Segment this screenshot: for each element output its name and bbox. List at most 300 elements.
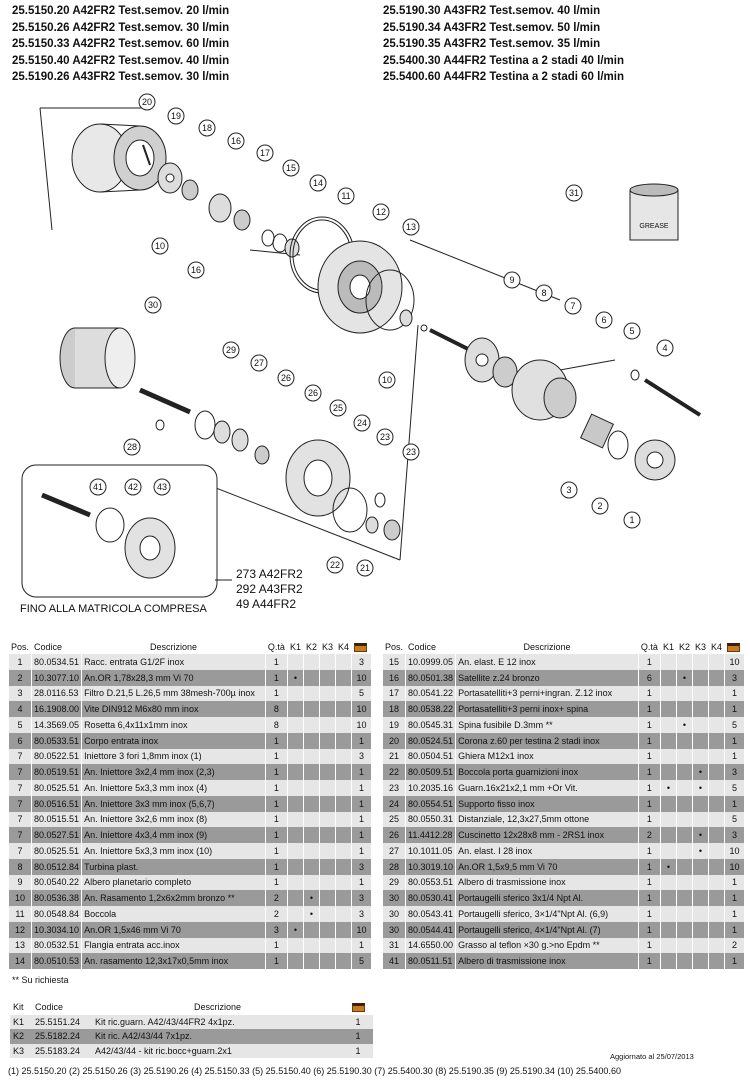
cell-pos: 14 bbox=[9, 953, 32, 969]
cell-pos: 7 bbox=[9, 780, 32, 796]
table-row bbox=[383, 890, 745, 906]
cell-pos: 19 bbox=[383, 717, 406, 733]
cell-code: 10.3077.10 bbox=[32, 670, 82, 686]
model-line: 25.5190.26 A43FR2 Test.semov. 30 l/min bbox=[12, 71, 230, 84]
cell-desc: Cuscinetto 12x28x8 mm - 2RS1 inox bbox=[456, 827, 639, 843]
cell-k3 bbox=[319, 733, 335, 749]
header-desc: Descrizione bbox=[456, 640, 639, 654]
model-line: 25.5190.34 A43FR2 Test.semov. 50 l/min bbox=[383, 21, 601, 34]
cell-k3 bbox=[319, 717, 335, 733]
cell-k3 bbox=[319, 875, 335, 891]
cell-k4 bbox=[335, 717, 351, 733]
cell-k4 bbox=[335, 780, 351, 796]
table-row bbox=[9, 654, 372, 670]
header-code: Codice bbox=[32, 640, 82, 654]
cell-qty: 1 bbox=[265, 827, 287, 843]
cell-k2 bbox=[676, 859, 692, 875]
cell-k3 bbox=[692, 670, 708, 686]
cell-code: 80.0545.31 bbox=[406, 717, 456, 733]
cell-box: 10 bbox=[725, 843, 745, 859]
cell-box: 1 bbox=[352, 827, 372, 843]
cell-kit: K2 bbox=[10, 1029, 32, 1044]
callout: 4 bbox=[662, 343, 668, 353]
table-row bbox=[9, 906, 372, 922]
serial-a44: 49 A44FR2 bbox=[236, 597, 297, 611]
table-header bbox=[383, 640, 745, 654]
cell-desc: An. Rasamento 1,2x6x2mm bronzo ** bbox=[82, 890, 266, 906]
cell-k1 bbox=[660, 922, 676, 938]
cell-code: 80.0553.51 bbox=[406, 875, 456, 891]
cell-k1 bbox=[287, 953, 303, 969]
cell-k1: • bbox=[287, 670, 303, 686]
cell-code: 10.3034.10 bbox=[32, 922, 82, 938]
table-row bbox=[9, 686, 372, 702]
cell-k4 bbox=[335, 733, 351, 749]
cell-box: 1 bbox=[352, 843, 372, 859]
cell-k3 bbox=[692, 922, 708, 938]
cell-code: 14.6550.00 bbox=[406, 938, 456, 954]
grease-label: GREASE bbox=[639, 223, 669, 230]
table-row bbox=[9, 953, 372, 969]
cell-k3 bbox=[319, 953, 335, 969]
cell-k2 bbox=[303, 859, 319, 875]
table-row bbox=[9, 764, 372, 780]
cell-k3 bbox=[319, 890, 335, 906]
table-row bbox=[9, 717, 372, 733]
cell-k1 bbox=[660, 670, 676, 686]
cell-box: 1 bbox=[725, 686, 745, 702]
cell-k4 bbox=[708, 953, 724, 969]
cell-k1: • bbox=[660, 859, 676, 875]
cell-box: 2 bbox=[725, 938, 745, 954]
cell-box: 10 bbox=[352, 701, 372, 717]
cell-desc: An. Iniettore 3x2,6 mm inox (8) bbox=[82, 812, 266, 828]
cell-k2 bbox=[676, 780, 692, 796]
table-header bbox=[10, 1000, 373, 1015]
cell-k2: • bbox=[676, 717, 692, 733]
cell-k2 bbox=[303, 780, 319, 796]
cell-qty: 1 bbox=[638, 843, 660, 859]
table-row bbox=[383, 686, 745, 702]
cell-k2: • bbox=[303, 890, 319, 906]
cell-k4 bbox=[708, 654, 724, 670]
cell-k3 bbox=[319, 938, 335, 954]
table-row bbox=[383, 812, 745, 828]
cell-k3 bbox=[692, 749, 708, 765]
cell-k1 bbox=[287, 843, 303, 859]
cell-k4 bbox=[708, 875, 724, 891]
cell-box: 3 bbox=[352, 859, 372, 875]
cell-code: 80.0522.51 bbox=[32, 749, 82, 765]
cell-k3 bbox=[319, 827, 335, 843]
header-code: Codice bbox=[406, 640, 456, 654]
cell-pos: 31 bbox=[383, 938, 406, 954]
cell-pos: 10 bbox=[9, 890, 32, 906]
cell-code: 80.0524.51 bbox=[406, 733, 456, 749]
callout: 8 bbox=[541, 288, 547, 298]
cell-k2 bbox=[676, 875, 692, 891]
cell-qty: 1 bbox=[265, 843, 287, 859]
table-row bbox=[383, 717, 745, 733]
cell-qty: 1 bbox=[265, 733, 287, 749]
cell-box: 3 bbox=[352, 749, 372, 765]
cell-k3 bbox=[319, 780, 335, 796]
cell-k2 bbox=[303, 701, 319, 717]
cell-k2 bbox=[676, 749, 692, 765]
cell-code: 11.4412.28 bbox=[406, 827, 456, 843]
cell-qty: 1 bbox=[638, 938, 660, 954]
cell-qty: 1 bbox=[265, 764, 287, 780]
cell-qty: 6 bbox=[638, 670, 660, 686]
parts-table-left bbox=[9, 640, 372, 969]
parts-table-right bbox=[383, 640, 745, 969]
cell-k1: • bbox=[287, 922, 303, 938]
header-qty: Q.tà bbox=[265, 640, 287, 654]
cell-pos: 17 bbox=[383, 686, 406, 702]
table-row bbox=[383, 859, 745, 875]
cell-k4 bbox=[335, 953, 351, 969]
cell-desc: An. Iniettore 5x3,3 mm inox (10) bbox=[82, 843, 266, 859]
table-row bbox=[383, 938, 745, 954]
cell-k4 bbox=[335, 796, 351, 812]
cell-desc: Boccola porta guarnizioni inox bbox=[456, 764, 639, 780]
header-k4: K4 bbox=[335, 640, 351, 654]
cell-pos: 11 bbox=[9, 906, 32, 922]
header-box bbox=[352, 640, 372, 654]
cell-pos: 4 bbox=[9, 701, 32, 717]
cell-qty: 1 bbox=[638, 890, 660, 906]
cell-k2 bbox=[676, 890, 692, 906]
cell-k2 bbox=[303, 733, 319, 749]
model-line: 25.5190.35 A43FR2 Test.semov. 35 l/min bbox=[383, 38, 601, 51]
cell-desc: An. elast. I 28 inox bbox=[456, 843, 639, 859]
cell-box: 3 bbox=[352, 906, 372, 922]
cell-code: 80.0548.84 bbox=[32, 906, 82, 922]
cell-k2 bbox=[303, 922, 319, 938]
cell-k3 bbox=[692, 701, 708, 717]
cell-k3 bbox=[319, 906, 335, 922]
model-line: 25.5190.30 A43FR2 Test.semov. 40 l/min bbox=[383, 5, 601, 17]
cell-pos: 41 bbox=[383, 953, 406, 969]
cell-k3 bbox=[692, 654, 708, 670]
cell-box: 10 bbox=[352, 670, 372, 686]
header-box bbox=[343, 1000, 373, 1015]
table-row bbox=[383, 875, 745, 891]
cell-desc: An. Iniettore 4x3,4 mm inox (9) bbox=[82, 827, 266, 843]
cell-k1 bbox=[660, 796, 676, 812]
cell-k1 bbox=[287, 938, 303, 954]
header-pos: Pos. bbox=[383, 640, 406, 654]
cell-k2 bbox=[676, 827, 692, 843]
table-row bbox=[9, 875, 372, 891]
callout: 23 bbox=[379, 432, 391, 442]
cell-pos: 15 bbox=[383, 654, 406, 670]
table-row bbox=[9, 827, 372, 843]
cell-code: 80.0534.51 bbox=[32, 654, 82, 670]
model-line: 25.5150.20 A42FR2 Test.semov. 20 l/min bbox=[12, 5, 230, 17]
cell-k1 bbox=[287, 812, 303, 828]
cell-qty: 1 bbox=[638, 875, 660, 891]
callout: 30 bbox=[147, 300, 159, 310]
cell-code: 80.0501.38 bbox=[406, 670, 456, 686]
cell-pos: 9 bbox=[9, 875, 32, 891]
header-k3: K3 bbox=[319, 640, 335, 654]
cell-qty: 1 bbox=[638, 812, 660, 828]
cell-box: 1 bbox=[725, 922, 745, 938]
cell-box: 1 bbox=[343, 1044, 373, 1059]
cell-code: 10.0999.05 bbox=[406, 654, 456, 670]
header-desc: Descrizione bbox=[82, 640, 266, 654]
cell-pos: 30 bbox=[383, 890, 406, 906]
table-row bbox=[383, 733, 745, 749]
cell-box: 3 bbox=[725, 764, 745, 780]
header-pos: Pos. bbox=[9, 640, 32, 654]
cell-box: 1 bbox=[725, 701, 745, 717]
table-row bbox=[9, 938, 372, 954]
header-k2: K2 bbox=[303, 640, 319, 654]
header-k1: K1 bbox=[660, 640, 676, 654]
exploded-diagram bbox=[0, 88, 750, 628]
cell-k3 bbox=[692, 906, 708, 922]
table-row bbox=[383, 764, 745, 780]
header-k3: K3 bbox=[692, 640, 708, 654]
cell-qty: 1 bbox=[265, 749, 287, 765]
cell-box: 10 bbox=[352, 922, 372, 938]
cell-box: 5 bbox=[725, 812, 745, 828]
table-row bbox=[383, 670, 745, 686]
cell-code: 80.0554.51 bbox=[406, 796, 456, 812]
cell-k1 bbox=[287, 654, 303, 670]
cell-k1 bbox=[660, 875, 676, 891]
cell-k4 bbox=[708, 843, 724, 859]
callout: 17 bbox=[259, 148, 271, 158]
cell-box: 5 bbox=[352, 953, 372, 969]
table-row bbox=[383, 780, 745, 796]
cell-k2: • bbox=[303, 906, 319, 922]
cell-desc: Portasatelliti+3 perni inox+ spina bbox=[456, 701, 639, 717]
cell-code: 80.0538.22 bbox=[406, 701, 456, 717]
table-row bbox=[383, 843, 745, 859]
cell-k4 bbox=[708, 906, 724, 922]
cell-k3 bbox=[692, 733, 708, 749]
cell-box: 1 bbox=[725, 906, 745, 922]
cell-k3 bbox=[319, 922, 335, 938]
cell-k4 bbox=[708, 670, 724, 686]
cell-k3: • bbox=[692, 764, 708, 780]
cell-desc: Kit ric.guarn. A42/43/44FR2 4x1pz. bbox=[92, 1015, 343, 1030]
inset-caption: FINO ALLA MATRICOLA COMPRESA bbox=[20, 603, 207, 615]
cell-box: 10 bbox=[352, 717, 372, 733]
cell-k4 bbox=[335, 875, 351, 891]
callout: 43 bbox=[156, 482, 168, 492]
cell-code: 25.5151.24 bbox=[32, 1015, 92, 1030]
cell-k2 bbox=[303, 670, 319, 686]
cell-desc: An.OR 1,5x46 mm Vi 70 bbox=[82, 922, 266, 938]
header-desc: Descrizione bbox=[193, 1002, 242, 1013]
callout: 16 bbox=[230, 136, 242, 146]
model-line: 25.5400.60 A44FR2 Testina a 2 stadi 60 l/min bbox=[383, 71, 624, 84]
cell-k1 bbox=[287, 890, 303, 906]
cell-box: 1 bbox=[352, 812, 372, 828]
cell-desc: An. Iniettore 3x3 mm inox (5,6,7) bbox=[82, 796, 266, 812]
cell-pos: 28 bbox=[383, 859, 406, 875]
cell-k4 bbox=[708, 701, 724, 717]
cell-pos: 30 bbox=[383, 922, 406, 938]
cell-k2 bbox=[676, 922, 692, 938]
cell-qty: 1 bbox=[638, 906, 660, 922]
table-row bbox=[9, 922, 372, 938]
cell-box: 3 bbox=[725, 827, 745, 843]
callout: 2 bbox=[597, 501, 603, 511]
cell-k3 bbox=[319, 654, 335, 670]
cell-k2 bbox=[676, 906, 692, 922]
callout: 9 bbox=[509, 275, 515, 285]
cell-k2 bbox=[303, 764, 319, 780]
kit-row bbox=[10, 1029, 373, 1044]
callout: 18 bbox=[201, 123, 213, 133]
cell-k1 bbox=[660, 701, 676, 717]
cell-k2 bbox=[676, 733, 692, 749]
cell-k3: • bbox=[692, 827, 708, 843]
cell-k1 bbox=[287, 906, 303, 922]
model-line: 25.5150.33 A42FR2 Test.semov. 60 l/min bbox=[12, 38, 230, 51]
cell-code: 80.0533.51 bbox=[32, 733, 82, 749]
callout: 5 bbox=[629, 326, 635, 336]
cell-qty: 2 bbox=[265, 906, 287, 922]
cell-code: 80.0510.53 bbox=[32, 953, 82, 969]
cell-k1 bbox=[660, 890, 676, 906]
cell-desc: Spina fusibile D.3mm ** bbox=[456, 717, 639, 733]
cell-k2 bbox=[676, 953, 692, 969]
header-qty: Q.tà bbox=[638, 640, 660, 654]
cell-desc: Portaugelli sferico, 3×1/4"Npt Al. (6,9) bbox=[456, 906, 639, 922]
cell-code: 80.0511.51 bbox=[406, 953, 456, 969]
callout: 26 bbox=[307, 388, 319, 398]
table-row bbox=[383, 701, 745, 717]
cell-desc: Portasatelliti+3 perni+ingran. Z.12 inox bbox=[456, 686, 639, 702]
cell-qty: 1 bbox=[638, 764, 660, 780]
cell-pos: 13 bbox=[9, 938, 32, 954]
cell-k4 bbox=[335, 764, 351, 780]
cell-pos: 21 bbox=[383, 749, 406, 765]
cell-desc: Grasso al teflon ×30 g.>no Epdm ** bbox=[456, 938, 639, 954]
cell-k4 bbox=[335, 843, 351, 859]
cell-box: 1 bbox=[352, 764, 372, 780]
cell-k3 bbox=[319, 859, 335, 875]
serial-a42: 273 A42FR2 bbox=[236, 567, 303, 581]
cell-k3 bbox=[692, 796, 708, 812]
callout: 13 bbox=[405, 222, 417, 232]
cell-code: 80.0541.22 bbox=[406, 686, 456, 702]
cell-desc: Albero planetario completo bbox=[82, 875, 266, 891]
cell-k4 bbox=[335, 654, 351, 670]
cell-pos: 26 bbox=[383, 827, 406, 843]
cell-qty: 1 bbox=[638, 859, 660, 875]
callout: 7 bbox=[570, 301, 576, 311]
cell-k2 bbox=[303, 654, 319, 670]
cell-k4 bbox=[335, 827, 351, 843]
updated-date: Aggiornato al 25/07/2013 bbox=[610, 1052, 694, 1061]
table-row bbox=[383, 827, 745, 843]
callout: 22 bbox=[329, 560, 341, 570]
footnote: ** Su richiesta bbox=[12, 975, 69, 985]
table-row bbox=[9, 670, 372, 686]
cell-k1 bbox=[660, 938, 676, 954]
cell-k3 bbox=[319, 764, 335, 780]
table-row bbox=[9, 749, 372, 765]
cell-k1 bbox=[660, 764, 676, 780]
cell-k4 bbox=[335, 890, 351, 906]
package-icon bbox=[354, 643, 367, 652]
cell-pos: 1 bbox=[9, 654, 32, 670]
callout: 10 bbox=[381, 375, 393, 385]
callout: 23 bbox=[405, 447, 417, 457]
cell-qty: 1 bbox=[638, 686, 660, 702]
cell-qty: 1 bbox=[265, 875, 287, 891]
cell-k4 bbox=[335, 749, 351, 765]
cell-k2 bbox=[303, 796, 319, 812]
cell-desc: Albero di trasmissione inox bbox=[456, 953, 639, 969]
cell-pos: 3 bbox=[9, 686, 32, 702]
cell-pos: 29 bbox=[383, 875, 406, 891]
cell-desc: An.OR 1,5x9,5 mm Vi 70 bbox=[456, 859, 639, 875]
cell-desc: Iniettore 3 fori 1,8mm inox (1) bbox=[82, 749, 266, 765]
callout: 10 bbox=[154, 241, 166, 251]
cell-box: 1 bbox=[343, 1029, 373, 1044]
header-code: Codice bbox=[35, 1002, 64, 1013]
cell-box: 1 bbox=[725, 733, 745, 749]
callout: 1 bbox=[629, 515, 635, 525]
cell-k1 bbox=[660, 906, 676, 922]
callout: 26 bbox=[280, 373, 292, 383]
cell-pos: 16 bbox=[383, 670, 406, 686]
cell-k4 bbox=[708, 890, 724, 906]
cell-code: 80.0515.51 bbox=[32, 812, 82, 828]
cell-box: 1 bbox=[352, 796, 372, 812]
cell-k2 bbox=[676, 764, 692, 780]
table-row bbox=[9, 812, 372, 828]
cell-k4 bbox=[708, 686, 724, 702]
cell-k3 bbox=[692, 686, 708, 702]
cell-k2 bbox=[303, 749, 319, 765]
cell-qty: 1 bbox=[638, 654, 660, 670]
cell-k3 bbox=[319, 749, 335, 765]
cell-k3 bbox=[692, 859, 708, 875]
cell-pos: 27 bbox=[383, 843, 406, 859]
cell-k1 bbox=[660, 733, 676, 749]
kit-row bbox=[10, 1044, 373, 1059]
cell-qty: 1 bbox=[265, 654, 287, 670]
cell-k1 bbox=[660, 717, 676, 733]
cell-desc: Racc. entrata G1/2F inox bbox=[82, 654, 266, 670]
callout: 3 bbox=[566, 485, 572, 495]
cell-k3 bbox=[319, 812, 335, 828]
callout: 41 bbox=[92, 482, 104, 492]
package-icon bbox=[727, 643, 740, 652]
table-row bbox=[9, 701, 372, 717]
cell-box: 1 bbox=[725, 749, 745, 765]
cell-box: 1 bbox=[725, 796, 745, 812]
cell-box: 3 bbox=[725, 670, 745, 686]
cell-qty: 1 bbox=[265, 686, 287, 702]
cell-desc: An. Iniettore 5x3,3 mm inox (4) bbox=[82, 780, 266, 796]
table-row bbox=[9, 780, 372, 796]
cell-k4 bbox=[335, 906, 351, 922]
model-line: 25.5150.40 A42FR2 Test.semov. 40 l/min bbox=[12, 54, 230, 67]
cell-k4 bbox=[335, 701, 351, 717]
cell-k3 bbox=[319, 670, 335, 686]
cell-code: 80.0540.22 bbox=[32, 875, 82, 891]
